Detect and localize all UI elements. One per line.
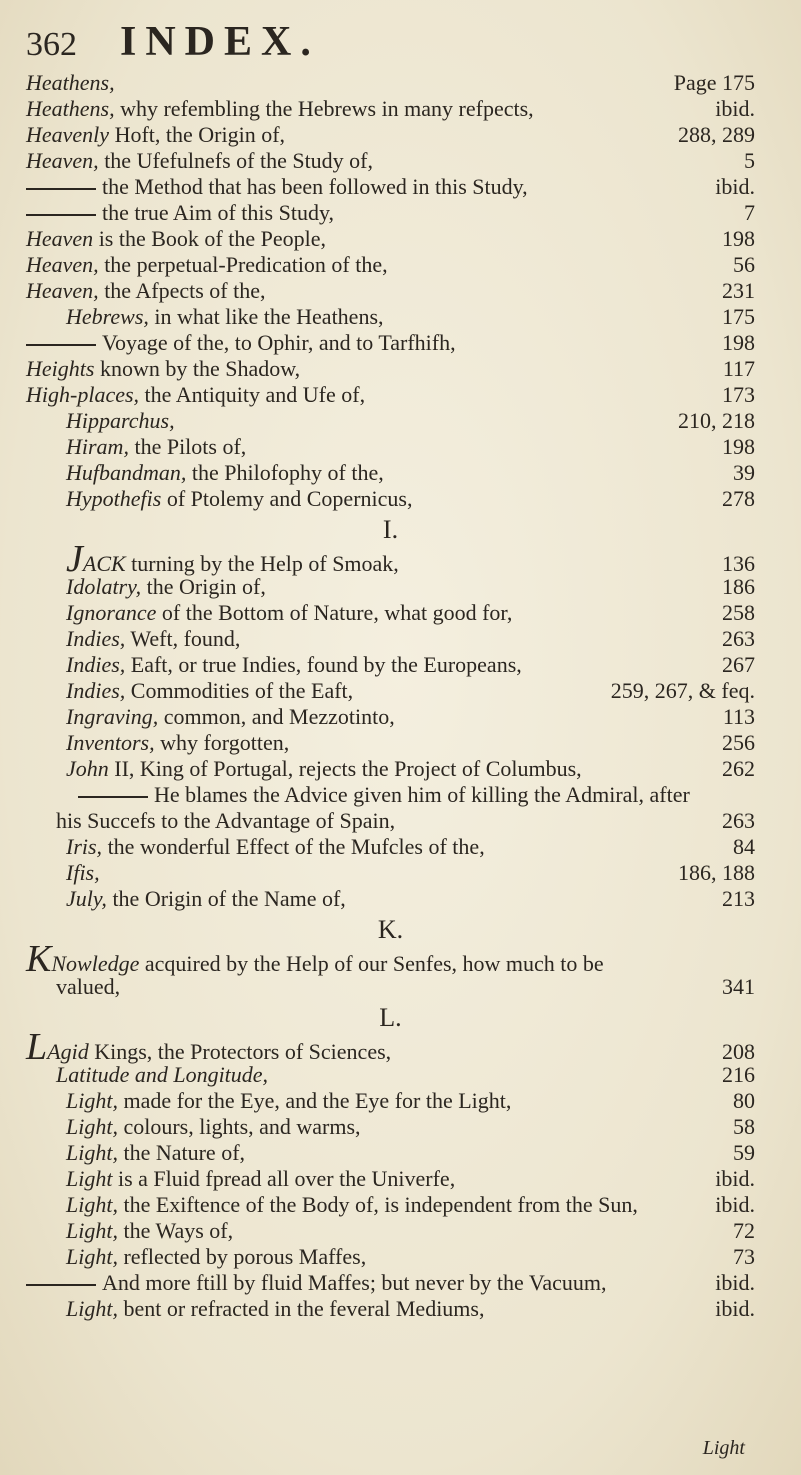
index-entry — [26, 600, 755, 626]
entry-text — [26, 626, 240, 652]
entry-description: the Method that has been followed in this Study, — [102, 174, 528, 199]
entry-text — [26, 330, 456, 356]
index-entry — [26, 938, 755, 980]
entry-text — [26, 1088, 511, 1114]
entry-text — [26, 860, 100, 886]
index-entry — [26, 974, 755, 1000]
page-reference: 58 — [733, 1114, 755, 1139]
entry-description: why forgotten, — [154, 730, 290, 755]
index-entry — [26, 356, 755, 382]
index-entry — [26, 756, 755, 782]
page-reference: ibid. — [715, 174, 755, 199]
index-entry — [26, 1140, 755, 1166]
entry-headword: Nowledge — [51, 951, 140, 976]
entry-text — [26, 382, 365, 408]
entry-description: Eaft, or true Indies, found by the Europeans, — [125, 652, 522, 677]
index-entry — [26, 122, 755, 148]
entry-text — [26, 808, 395, 834]
ditto-dash — [78, 796, 148, 798]
page-reference: 84 — [733, 834, 755, 859]
drop-capital: K — [26, 938, 52, 980]
entry-text — [26, 730, 289, 756]
page-reference: 56 — [733, 252, 755, 277]
entry-description: the Antiquity and Ufe of, — [139, 382, 366, 407]
entry-headword: Light, — [66, 1140, 118, 1165]
page-reference: 231 — [722, 278, 755, 303]
entry-text — [26, 886, 346, 912]
entry-text — [26, 704, 395, 730]
catchword: Light — [702, 1437, 745, 1459]
ditto-dash — [26, 344, 96, 346]
entry-headword: Light, — [66, 1088, 118, 1113]
page-reference: ibid. — [715, 1166, 755, 1191]
entry-text — [26, 356, 300, 382]
index-entry — [26, 148, 755, 174]
page-reference: 5 — [744, 148, 755, 173]
entry-description: II, King of Portugal, rejects the Project of Columbus, — [108, 756, 582, 781]
page-reference: 259, 267, & feq. — [610, 678, 755, 703]
page-reference: 267 — [722, 652, 755, 677]
entry-text — [26, 278, 265, 304]
index-entry — [26, 70, 755, 96]
entry-description: valued, — [56, 974, 121, 999]
drop-capital: J — [66, 538, 83, 580]
entry-description: Commodities of the Eaft, — [125, 678, 354, 703]
entry-headword: Heathens, — [26, 96, 115, 121]
entry-headword: Ignorance — [66, 600, 157, 625]
running-title: INDEX. — [120, 19, 320, 65]
entry-text — [26, 252, 388, 278]
index-entries — [26, 70, 755, 1322]
index-entry — [26, 434, 755, 460]
index-entry — [26, 226, 755, 252]
page-reference: 186 — [722, 574, 755, 599]
index-entry — [26, 808, 755, 834]
index-entry — [26, 96, 755, 122]
page-reference: 263 — [722, 808, 755, 833]
page-reference: 39 — [733, 460, 755, 485]
page-number: 362 — [26, 26, 77, 63]
page-reference: 136 — [722, 551, 755, 576]
page-reference: 213 — [722, 886, 755, 911]
entry-headword: Heaven — [26, 226, 94, 251]
index-entry — [26, 538, 755, 580]
ditto-dash — [26, 214, 96, 216]
index-entry — [26, 200, 755, 226]
entry-description: the Origin of, — [141, 574, 266, 599]
entry-description: his Succefs to the Advantage of Spain, — [56, 808, 396, 833]
index-entry — [26, 1088, 755, 1114]
entry-text — [26, 1166, 455, 1192]
page-reference: 113 — [722, 704, 755, 729]
page-reference: 263 — [722, 626, 755, 651]
entry-text — [26, 1140, 245, 1166]
entry-headword: Ifis, — [66, 860, 100, 885]
entry-text — [26, 408, 175, 434]
index-entry — [26, 1062, 755, 1088]
entry-headword: Light, — [66, 1244, 118, 1269]
entry-description: known by the Shadow, — [94, 356, 301, 381]
page-reference: 262 — [722, 756, 755, 781]
index-entry — [26, 860, 755, 886]
entry-headword: Light — [66, 1166, 113, 1191]
entry-description: made for the Eye, and the Eye for the Light, — [117, 1088, 512, 1113]
entry-text — [26, 1192, 638, 1218]
index-entry — [26, 460, 755, 486]
entry-headword: Agid — [47, 1039, 89, 1064]
entry-description: Voyage of the, to Ophir, and to Tarfhifh, — [102, 330, 456, 355]
entry-description: Hoft, the Origin of, — [109, 122, 286, 147]
entry-headword: John — [66, 756, 109, 781]
entry-headword: Idolatry, — [66, 574, 142, 599]
index-entry — [26, 1270, 755, 1296]
page-reference: ibid. — [715, 96, 755, 121]
entry-text — [26, 1270, 606, 1296]
entry-description: bent or refracted in the feveral Mediums, — [117, 1296, 485, 1321]
entry-description: turning by the Help of Smoak, — [125, 551, 399, 576]
entry-text — [26, 174, 528, 200]
entry-headword: Hufbandman, — [66, 460, 187, 485]
index-entry — [26, 1218, 755, 1244]
entry-description: the Philofophy of the, — [186, 460, 384, 485]
entry-description: Latitude and Longitude, — [56, 1062, 269, 1087]
page-reference: 198 — [722, 330, 755, 355]
entry-headword: Indies, — [66, 678, 126, 703]
entry-headword: Heaven, — [26, 278, 99, 303]
entry-description: the wonderful Effect of the Mufcles of the, — [102, 834, 485, 859]
page-reference: 175 — [722, 304, 755, 329]
entry-headword: Ingraving, — [66, 704, 159, 729]
ditto-dash — [26, 188, 96, 190]
entry-text — [26, 1296, 484, 1322]
entry-text — [26, 1218, 233, 1244]
entry-description: the Nature of, — [117, 1140, 246, 1165]
entry-headword: Light, — [66, 1218, 118, 1243]
letter-heading-l: L. — [379, 1003, 402, 1032]
entry-text — [26, 1026, 392, 1068]
index-entry — [26, 652, 755, 678]
index-entry — [26, 174, 755, 200]
section-h — [26, 70, 755, 512]
entry-description: why refembling the Hebrews in many refpects, — [114, 96, 534, 121]
entry-description: the Afpects of the, — [98, 278, 266, 303]
page-reference: 258 — [722, 600, 755, 625]
index-entry — [26, 408, 755, 434]
page-reference: 341 — [722, 974, 755, 999]
entry-text — [26, 600, 512, 626]
index-entry — [26, 730, 755, 756]
entry-description: the Exiftence of the Body of, is independent from the Sun, — [117, 1192, 638, 1217]
entry-headword: Hipparchus, — [66, 408, 175, 433]
entry-headword: Light, — [66, 1192, 118, 1217]
index-entry — [26, 1166, 755, 1192]
entry-headword: Light, — [66, 1296, 118, 1321]
entry-description: of Ptolemy and Copernicus, — [161, 486, 413, 511]
entry-description: common, and Mezzotinto, — [158, 704, 395, 729]
page-reference: 288, 289 — [678, 122, 755, 147]
entry-text — [26, 434, 246, 460]
page-reference: 198 — [722, 226, 755, 251]
page-reference: 73 — [733, 1244, 755, 1269]
page-reference: 117 — [722, 356, 755, 381]
entry-text — [26, 122, 285, 148]
entry-description: the true Aim of this Study, — [102, 200, 335, 225]
index-entry — [26, 678, 755, 704]
entry-description: the Origin of the Name of, — [106, 886, 346, 911]
section-l — [26, 1026, 755, 1322]
page-reference: 59 — [733, 1140, 755, 1165]
entry-headword: Hiram, — [66, 434, 129, 459]
index-entry — [26, 252, 755, 278]
index-entry — [26, 304, 755, 330]
page-header — [26, 18, 755, 64]
entry-headword: Iris, — [66, 834, 103, 859]
index-entry — [26, 574, 755, 600]
entry-text — [26, 834, 485, 860]
entry-description: the Ways of, — [117, 1218, 234, 1243]
page-reference: ibid. — [715, 1270, 755, 1295]
page-reference: 173 — [722, 382, 755, 407]
entry-text — [26, 574, 266, 600]
page-reference: 80 — [733, 1088, 755, 1113]
entry-headword: Hebrews, — [66, 304, 149, 329]
entry-headword: Heaven, — [26, 252, 99, 277]
entry-text — [26, 974, 120, 1000]
page-reference: ibid. — [715, 1192, 755, 1217]
entry-headword: July, — [66, 886, 107, 911]
drop-capital: L — [26, 1026, 48, 1068]
page-reference: 198 — [722, 434, 755, 459]
entry-text — [26, 148, 373, 174]
entry-headword: Inventors, — [66, 730, 155, 755]
entry-text — [26, 756, 582, 782]
entry-headword: Indies, — [66, 626, 126, 651]
entry-headword: Hypothefis — [66, 486, 162, 511]
entry-description: is a Fluid fpread all over the Univerfe, — [112, 1166, 456, 1191]
entry-text — [26, 678, 353, 704]
entry-description: colours, lights, and warms, — [117, 1114, 361, 1139]
index-entry — [26, 486, 755, 512]
index-entry — [26, 782, 755, 808]
entry-text — [26, 226, 326, 252]
entry-description: is the Book of the People, — [93, 226, 326, 251]
entry-headword: Indies, — [66, 652, 126, 677]
page-reference: ibid. — [715, 1296, 755, 1321]
entry-text — [26, 200, 334, 226]
entry-text — [26, 938, 604, 980]
entry-text — [26, 304, 384, 330]
index-entry — [26, 382, 755, 408]
page-reference: 72 — [733, 1218, 755, 1243]
index-entry — [26, 278, 755, 304]
entry-description: Weft, found, — [125, 626, 241, 651]
index-entry — [26, 834, 755, 860]
page-reference: 7 — [744, 200, 755, 225]
page-reference: 210, 218 — [678, 408, 755, 433]
entry-description: Kings, the Protectors of Sciences, — [88, 1039, 392, 1064]
entry-text — [26, 1114, 361, 1140]
page-reference: 256 — [722, 730, 755, 755]
entry-text — [26, 538, 399, 580]
entry-description: the Pilots of, — [128, 434, 247, 459]
letter-heading-k: K. — [377, 915, 404, 944]
entry-text — [26, 460, 384, 486]
entry-headword: Heaven, — [26, 148, 99, 173]
letter-heading-i: I. — [382, 515, 399, 544]
index-entry — [26, 626, 755, 652]
index-entry — [26, 1296, 755, 1322]
entry-headword: Light, — [66, 1114, 118, 1139]
index-entry — [26, 1244, 755, 1270]
entry-description: acquired by the Help of our Senfes, how much to be — [139, 951, 604, 976]
index-entry — [26, 886, 755, 912]
entry-headword: Heights — [26, 356, 95, 381]
entry-description: He blames the Advice given him of killing the Admiral, after — [154, 782, 690, 807]
entry-headword: ACK — [82, 551, 126, 576]
entry-text — [26, 70, 115, 96]
entry-description: And more ftill by fluid Maffes; but never by the Vacuum, — [102, 1270, 607, 1295]
entry-description: reflected by porous Maffes, — [117, 1244, 367, 1269]
entry-text — [26, 652, 522, 678]
index-entry — [26, 1026, 755, 1068]
entry-headword: High-places, — [26, 382, 140, 407]
page-reference: 278 — [722, 486, 755, 511]
page-reference: Page 175 — [673, 70, 755, 95]
page-reference: 208 — [722, 1039, 755, 1064]
entry-text — [26, 486, 412, 512]
entry-description: the Ufefulnefs of the Study of, — [98, 148, 374, 173]
entry-headword: Heathens, — [26, 70, 115, 95]
entry-text — [26, 96, 534, 122]
entry-description: the perpetual-Predication of the, — [98, 252, 388, 277]
entry-description: in what like the Heathens, — [148, 304, 384, 329]
page-reference: 216 — [722, 1062, 755, 1087]
index-entry — [26, 1192, 755, 1218]
section-i — [26, 538, 755, 912]
index-entry — [26, 704, 755, 730]
index-entry — [26, 330, 755, 356]
page-reference: 186, 188 — [678, 860, 755, 885]
section-k — [26, 938, 755, 1000]
entry-text — [26, 1244, 366, 1270]
ditto-dash — [26, 1284, 96, 1286]
entry-text — [26, 782, 690, 808]
entry-text — [26, 1062, 268, 1088]
entry-description: of the Bottom of Nature, what good for, — [156, 600, 513, 625]
entry-headword: Heavenly — [26, 122, 110, 147]
index-entry — [26, 1114, 755, 1140]
